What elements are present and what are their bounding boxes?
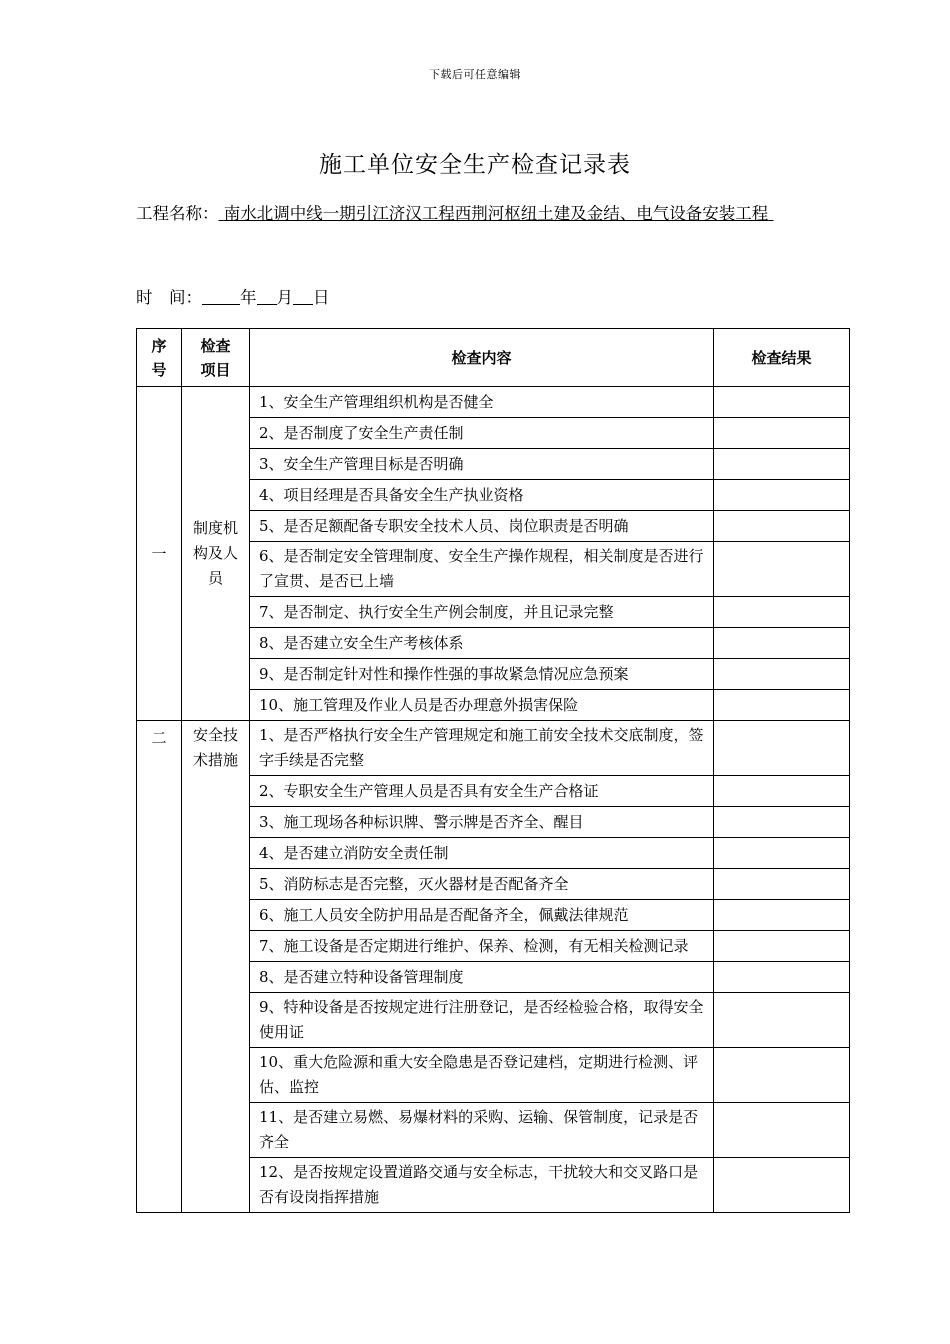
project-line	[136, 189, 842, 238]
check-content: 4、是否建立消防安全责任制	[250, 838, 714, 869]
header-seq: 序号	[137, 329, 182, 387]
table-row	[137, 387, 850, 418]
check-result-cell[interactable]	[714, 659, 850, 690]
header-content: 检查内容	[250, 329, 714, 387]
check-content: 6、是否制定安全管理制度、安全生产操作规程，相关制度是否进行了宣贯、是否已上墙	[250, 542, 714, 597]
check-content: 2、是否制度了安全生产责任制	[250, 418, 714, 449]
check-result-cell[interactable]	[714, 807, 850, 838]
day-blank	[293, 287, 313, 305]
check-result-cell[interactable]	[714, 418, 850, 449]
check-content: 6、施工人员安全防护用品是否配备齐全，佩戴法律规范	[250, 900, 714, 931]
check-content: 3、施工现场各种标识牌、警示牌是否齐全、醒目	[250, 807, 714, 838]
table-row	[137, 721, 850, 776]
check-result-cell[interactable]	[714, 480, 850, 511]
check-content: 7、施工设备是否定期进行维护、保养、检测，有无相关检测记录	[250, 931, 714, 962]
check-result-cell[interactable]	[714, 1103, 850, 1158]
section-seq: 一	[137, 387, 182, 721]
header-note: 下载后可任意编辑	[429, 68, 521, 81]
check-result-cell[interactable]	[714, 838, 850, 869]
check-content: 11、是否建立易燃、易爆材料的采购、运输、保管制度，记录是否齐全	[250, 1103, 714, 1158]
check-content: 4、项目经理是否具备安全生产执业资格	[250, 480, 714, 511]
check-result-cell[interactable]	[714, 900, 850, 931]
check-content: 5、是否足额配备专职安全技术人员、岗位职责是否明确	[250, 511, 714, 542]
table-header-row	[137, 329, 850, 387]
time-label: 时 间：	[136, 288, 202, 307]
check-content: 5、消防标志是否完整，灭火器材是否配备齐全	[250, 869, 714, 900]
month-label: 月	[276, 288, 293, 307]
month-blank	[257, 287, 277, 305]
check-content: 2、专职安全生产管理人员是否具有安全生产合格证	[250, 776, 714, 807]
year-label: 年	[240, 288, 257, 307]
project-name: 南水北调中线一期引江济汉工程西荆河枢纽土建及金结、电气设备安装工程	[223, 204, 769, 223]
check-result-cell[interactable]	[714, 628, 850, 659]
project-label: 工程名称：	[136, 204, 219, 223]
check-content: 9、特种设备是否按规定进行注册登记，是否经检验合格，取得安全使用证	[250, 993, 714, 1048]
check-result-cell[interactable]	[714, 449, 850, 480]
check-content: 9、是否制定针对性和操作性强的事故紧急情况应急预案	[250, 659, 714, 690]
check-content: 1、是否严格执行安全生产管理规定和施工前安全技术交底制度，签字手续是否完整	[250, 721, 714, 776]
check-result-cell[interactable]	[714, 690, 850, 721]
check-result-cell[interactable]	[714, 931, 850, 962]
check-result-cell[interactable]	[714, 387, 850, 418]
check-result-cell[interactable]	[714, 869, 850, 900]
check-result-cell[interactable]	[714, 962, 850, 993]
section-item: 制度机构及人员	[182, 387, 250, 721]
check-content: 3、安全生产管理目标是否明确	[250, 449, 714, 480]
check-result-cell[interactable]	[714, 1048, 850, 1103]
check-result-cell[interactable]	[714, 776, 850, 807]
check-content: 7、是否制定、执行安全生产例会制度，并且记录完整	[250, 597, 714, 628]
check-content: 8、是否建立安全生产考核体系	[250, 628, 714, 659]
section-seq: 二	[137, 721, 182, 1213]
section-item: 安全技术措施	[182, 721, 250, 1213]
check-result-cell[interactable]	[714, 993, 850, 1048]
check-content: 8、是否建立特种设备管理制度	[250, 962, 714, 993]
time-line	[136, 284, 330, 308]
header-result: 检查结果	[714, 329, 850, 387]
check-result-cell[interactable]	[714, 542, 850, 597]
check-result-cell[interactable]	[714, 597, 850, 628]
check-content: 10、重大危险源和重大安全隐患是否登记建档，定期进行检测、评估、监控	[250, 1048, 714, 1103]
check-content: 12、是否按规定设置道路交通与安全标志，干扰较大和交叉路口是否有设岗指挥措施	[250, 1158, 714, 1213]
check-content: 1、安全生产管理组织机构是否健全	[250, 387, 714, 418]
check-result-cell[interactable]	[714, 721, 850, 776]
day-label: 日	[313, 288, 330, 307]
check-result-cell[interactable]	[714, 511, 850, 542]
header-item: 检查项目	[182, 329, 250, 387]
inspection-table	[136, 328, 850, 1213]
page-title: 施工单位安全生产检查记录表	[319, 152, 631, 178]
year-blank	[202, 287, 240, 305]
check-result-cell[interactable]	[714, 1158, 850, 1213]
check-content: 10、施工管理及作业人员是否办理意外损害保险	[250, 690, 714, 721]
